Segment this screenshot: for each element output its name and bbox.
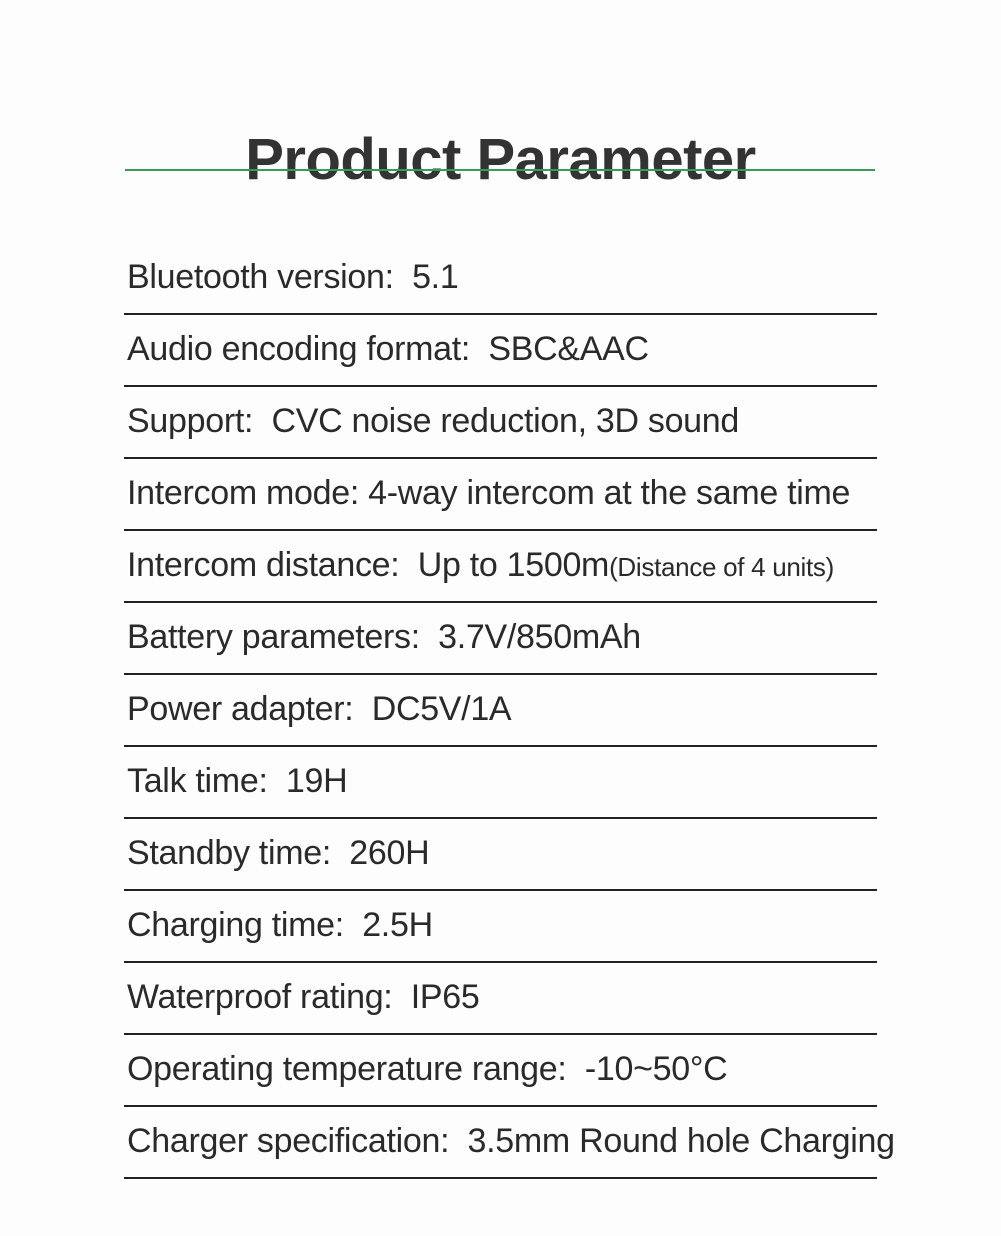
- param-value: SBC&AAC: [488, 330, 649, 368]
- param-row-intercom-mode: [124, 459, 877, 531]
- param-label: Operating temperature range:: [127, 1050, 567, 1088]
- param-value: 4-way intercom at the same time: [368, 474, 851, 512]
- param-value: 19H: [285, 762, 348, 800]
- param-text: [127, 257, 458, 297]
- param-label: Power adapter:: [127, 690, 354, 728]
- param-label: Talk time:: [127, 762, 268, 800]
- param-row-power-adapter: [124, 675, 877, 747]
- param-text: [127, 1121, 895, 1161]
- param-text: [127, 833, 429, 873]
- param-row-operating-temperature-range: [124, 1035, 877, 1107]
- param-text: [127, 617, 641, 657]
- param-text: [127, 761, 347, 801]
- param-row-audio-encoding-format: [124, 315, 877, 387]
- param-text: [127, 329, 649, 369]
- param-label: Charging time:: [127, 906, 344, 944]
- param-value: 5.1: [412, 258, 459, 296]
- param-value: 2.5H: [362, 906, 433, 944]
- param-value: 3.7V/850mAh: [438, 618, 641, 656]
- param-text: [127, 689, 511, 729]
- param-row-charger-specification: [124, 1107, 895, 1179]
- param-row-support: [124, 387, 877, 459]
- param-text: [127, 977, 480, 1017]
- param-text: [127, 1049, 727, 1089]
- param-row-intercom-distance: [124, 531, 877, 603]
- param-label: Battery parameters:: [127, 618, 420, 656]
- param-label: Intercom distance:: [127, 546, 400, 584]
- param-value: IP65: [410, 978, 480, 1016]
- param-value: 260H: [349, 834, 430, 872]
- param-row-bluetooth-version: [124, 243, 877, 315]
- param-note: (Distance of 4 units): [609, 552, 834, 582]
- param-row-waterproof-rating: [124, 963, 877, 1035]
- param-text: [127, 905, 433, 945]
- param-value: 3.5mm Round hole Charging: [467, 1122, 895, 1160]
- param-label: Support:: [127, 402, 254, 440]
- param-label: Intercom mode:: [127, 474, 360, 512]
- param-label: Audio encoding format:: [127, 330, 471, 368]
- param-row-charging-time: [124, 891, 877, 963]
- parameter-list: [124, 243, 895, 1179]
- title-divider: [125, 169, 875, 171]
- param-text: [127, 401, 739, 441]
- param-label: Charger specification:: [127, 1122, 450, 1160]
- param-value: DC5V/1A: [371, 690, 512, 728]
- page-title: Product Parameter: [245, 126, 756, 192]
- param-row-battery-parameters: [124, 603, 877, 675]
- param-text: [127, 473, 850, 513]
- param-text: [127, 545, 834, 587]
- param-row-talk-time: [124, 747, 877, 819]
- param-value: -10~50°C: [584, 1050, 728, 1088]
- param-label: Standby time:: [127, 834, 331, 872]
- param-row-standby-time: [124, 819, 877, 891]
- param-value: CVC noise reduction, 3D sound: [271, 402, 740, 440]
- param-value: Up to 1500m: [417, 546, 610, 584]
- param-label: Bluetooth version:: [127, 258, 394, 296]
- param-label: Waterproof rating:: [127, 978, 393, 1016]
